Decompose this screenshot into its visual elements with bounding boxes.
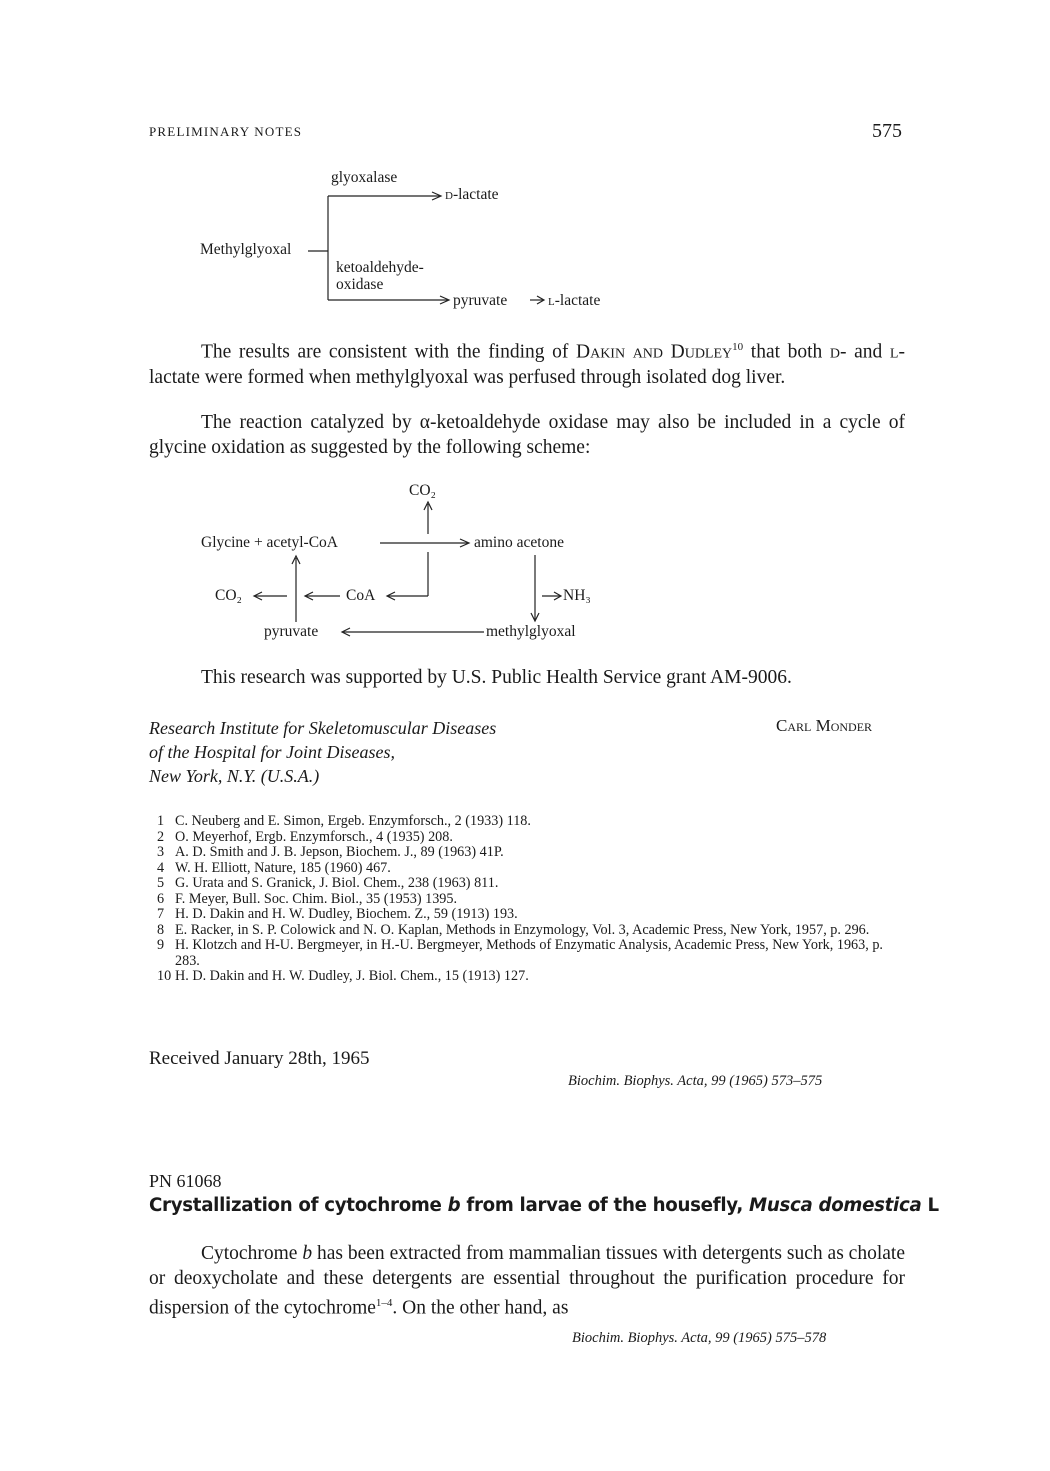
reference-item: 5 G. Urata and S. Granick, J. Biol. Chem., 238 (1963) 811.	[157, 875, 499, 891]
citation-2: Biochim. Biophys. Acta, 99 (1965) 575–578	[572, 1330, 827, 1346]
scheme2-glycine-acetylcoa: Glycine + acetyl-CoA	[201, 534, 339, 551]
scheme1-d-lactate: d-lactate	[445, 186, 499, 203]
scheme2-nh3: NH₃	[563, 587, 591, 604]
received-date: Received January 28th, 1965	[149, 1048, 370, 1069]
paragraph-results: The results are consistent with the finding of Dakin and Dudley$^{10}$ that both d- and l-lactate were formed when methylglyoxal was perfused through isolated dog liver.	[149, 341, 905, 388]
reference-item: 1 C. Neuberg and E. Simon, Ergeb. Enzymforsch., 2 (1933) 118.	[157, 813, 531, 829]
p1-authors: Dakin and Dudley	[576, 341, 733, 363]
next-article-pn: PN 61068	[149, 1171, 222, 1191]
reference-item: 4 W. H. Elliott, Nature, 185 (1960) 467.	[157, 859, 391, 876]
scheme2-co2-top: CO₂	[409, 482, 436, 499]
reference-item: 10 H. D. Dakin and H. W. Dudley, J. Biol. Chem., 15 (1913) 127.	[157, 968, 529, 984]
scheme1-ketoaldehyde: ketoaldehyde-	[336, 259, 424, 276]
scheme2-lines	[0, 0, 1050, 660]
scheme1-oxidase: oxidase	[336, 276, 384, 293]
reference-list	[149, 814, 905, 985]
page-number: 575	[872, 120, 902, 142]
affiliation-line2: of the Hospital for Joint Diseases,	[149, 742, 395, 762]
reference-item: 3 A. D. Smith and J. B. Jepson, Biochem. J., 89 (1963) 41P.	[157, 844, 504, 860]
affiliation-line3: New York, N.Y. (U.S.A.)	[149, 766, 320, 786]
affiliation	[149, 716, 496, 788]
scheme1-pyruvate: pyruvate	[453, 292, 508, 309]
scheme1-glyoxalase: glyoxalase	[331, 169, 398, 186]
reference-item: 6 F. Meyer, Bull. Soc. Chim. Biol., 35 (1953) 1395.	[157, 890, 458, 907]
scheme2-pyruvate: pyruvate	[264, 623, 319, 640]
author-name: Carl Monder	[776, 716, 873, 735]
p1-before: The results are consistent with the finding of	[201, 341, 576, 363]
reference-item: 2 O. Meyerhof, Ergb. Enzymforsch., 4 (1935) 208.	[157, 828, 453, 845]
p1-ref: 10	[732, 341, 744, 353]
scheme2-methylglyoxal: methylglyoxal	[486, 623, 576, 640]
reference-item: 8 E. Racker, in S. P. Colowick and N. O. Kaplan, Methods in Enzymology, Vol. 3, Academic Press, New York, 1957, p. 296.	[157, 921, 870, 938]
paragraph-acknowledgement: This research was supported by U.S. Public Health Service grant AM-9006.	[201, 667, 792, 688]
scheme2-coa: CoA	[346, 587, 376, 604]
scheme1-l-lactate: l-lactate	[548, 292, 601, 309]
reference-item: 9 H. Klotzch and H-U. Bergmeyer, in H.-U. Bergmeyer, Methods of Enzymatic Analysis, Academic Press, New York, 1963, p. 283.	[157, 937, 883, 969]
scheme2-co2-left: CO₂	[215, 587, 242, 604]
reference-item: 7 H. D. Dakin and H. W. Dudley, Biochem. Z., 59 (1913) 193.	[157, 906, 518, 922]
scheme1-methylglyoxal: Methylglyoxal	[200, 241, 292, 258]
running-head: PRELIMINARY NOTES	[149, 124, 303, 139]
glycine-cycle-scheme	[0, 0, 1050, 660]
affiliation-line1: Research Institute for Skeletomuscular Diseases	[149, 718, 497, 738]
next-article-title: Crystallization of cytochrome b from larvae of the housefly, Musca domestica L	[149, 1195, 939, 1216]
citation-1: Biochim. Biophys. Acta, 99 (1965) 573–575	[568, 1073, 823, 1089]
scheme2-amino-acetone: amino acetone	[474, 534, 564, 551]
paragraph-reaction: The reaction catalyzed by α-ketoaldehyde oxidase may also be included in a cycle of glycine oxidation as suggested by the following scheme:	[149, 412, 905, 458]
next-article-paragraph: Cytochrome b has been extracted from mammalian tissues with detergents such as cholate or deoxycholate and these detergents are essential throughout the purification procedure for dispersion of the cytochrome$^{1-4}$. On the other hand, as	[149, 1243, 905, 1319]
